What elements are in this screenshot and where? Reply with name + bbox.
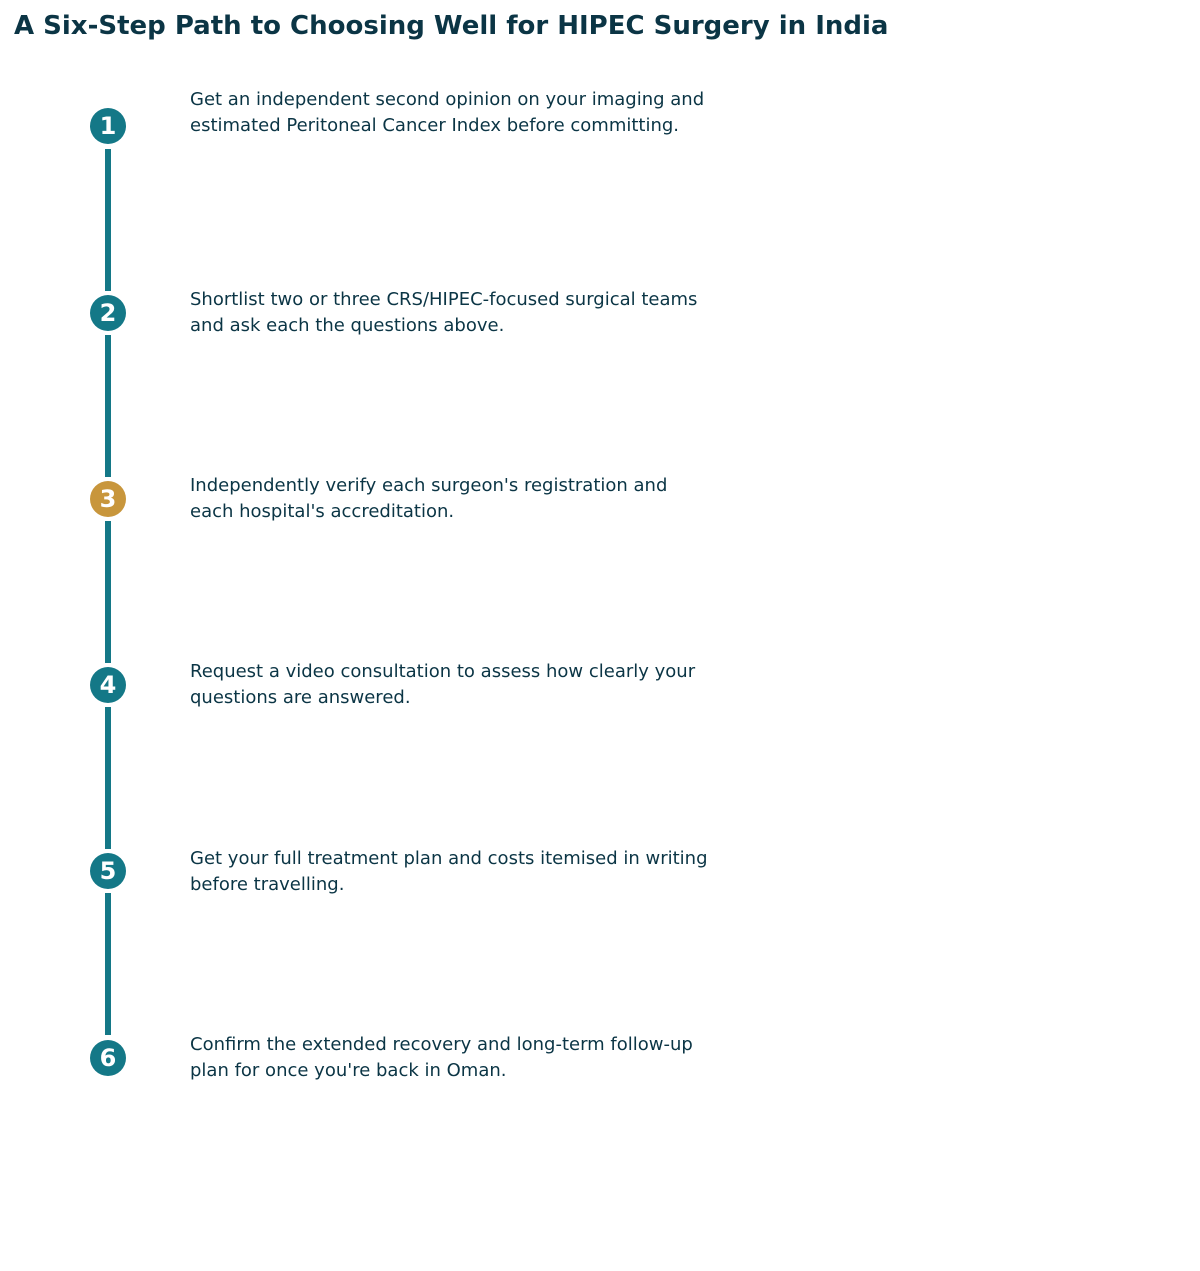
timeline-connector (105, 335, 111, 477)
step-number-badge: 6 (90, 1040, 126, 1076)
timeline-connector (105, 521, 111, 663)
step-description: Get your full treatment plan and costs itemised in writing before travelling. (190, 848, 708, 895)
step-description: Request a video consultation to assess how clearly your questions are answered. (190, 661, 696, 708)
step-description: Shortlist two or three CRS/HIPEC-focused surgical teams and ask each the questions above. (190, 289, 698, 336)
step-number-badge: 1 (90, 108, 126, 144)
timeline-connector (105, 893, 111, 1035)
step-number-badge: 2 (90, 295, 126, 331)
timeline-connector (105, 707, 111, 849)
step-number-badge: 3 (90, 481, 126, 517)
page-title: A Six-Step Path to Choosing Well for HIPEC Surgery in India (14, 11, 889, 41)
step-number-badge: 5 (90, 853, 126, 889)
step-description: Independently verify each surgeon's registration and each hospital's accreditation. (190, 475, 668, 522)
step-description: Get an independent second opinion on your imaging and estimated Peritoneal Cancer Index before committing. (190, 89, 705, 136)
step-description: Confirm the extended recovery and long-term follow-up plan for once you're back in Oman. (190, 1034, 693, 1081)
timeline-connector (105, 149, 111, 291)
step-number-badge: 4 (90, 667, 126, 703)
